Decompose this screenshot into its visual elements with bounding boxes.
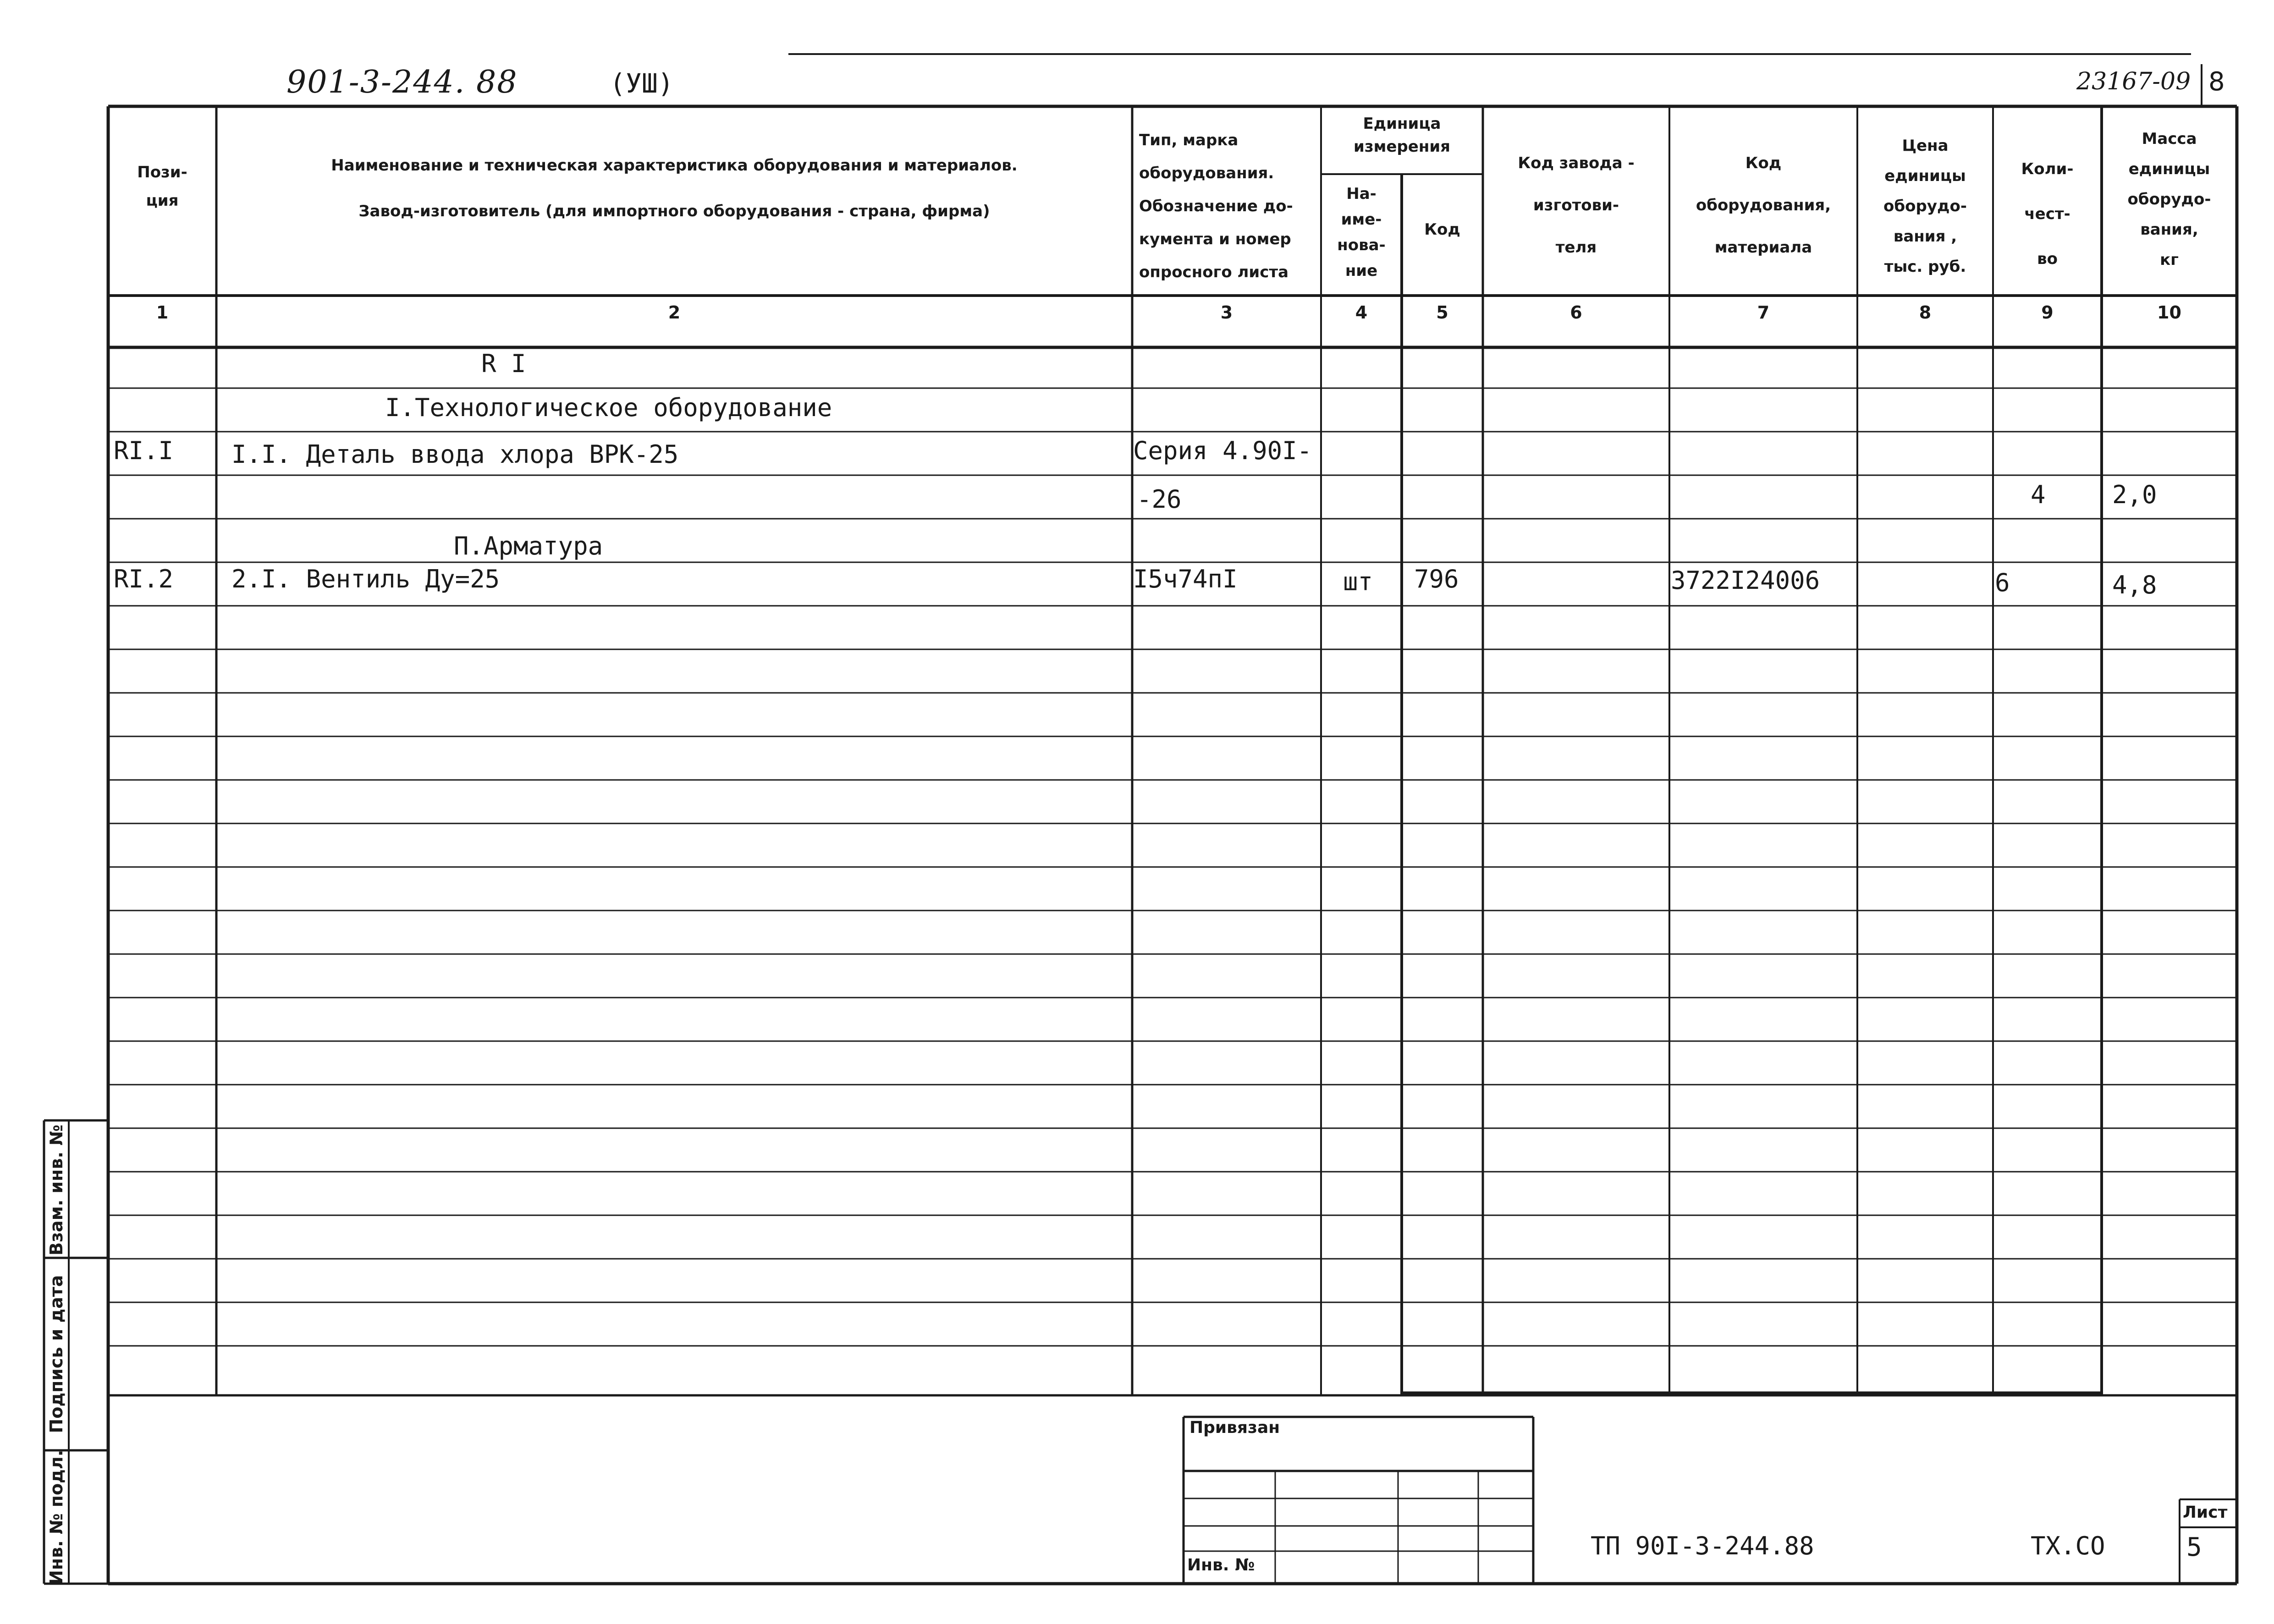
corner-page-number: 8 (2208, 67, 2225, 97)
header-name-line1: Наименование и техническая характеристика оборудования и материалов. (331, 156, 1018, 175)
column-number: 7 (1757, 302, 1770, 323)
column-number: 8 (1919, 302, 1932, 323)
header-position: Пози- ция (137, 163, 187, 210)
header-factory-code: Код завода - изготови- теля (1518, 154, 1635, 257)
inv-number-label: Инв. № (1187, 1556, 1255, 1575)
sheet-label: Лист (2183, 1503, 2228, 1522)
table-row-name: I.I. Деталь ввода хлора ВРК-25 (231, 440, 679, 469)
column-number: 9 (2041, 302, 2054, 323)
header-unit-code: Код (1424, 220, 1460, 239)
header-unit-name: На- име- нова- ние (1337, 185, 1386, 280)
stamp-inv-original: Инв. № подл. (46, 1449, 66, 1585)
column-number: 2 (668, 302, 681, 323)
stamp-inv-replace: Взам. инв. № (46, 1125, 66, 1256)
column-number: 5 (1436, 302, 1448, 323)
table-row-unit: шт (1343, 567, 1373, 596)
stamp-sign-date: Подпись и дата (46, 1275, 66, 1433)
volume-label: (УШ) (610, 68, 674, 99)
header-name-line2: Завод-изготовитель (для импортного оборудования - страна, фирма) (358, 202, 990, 220)
table-row-position: RI.I (114, 436, 174, 465)
column-number: 3 (1220, 302, 1233, 323)
table-row-position: RI.2 (114, 565, 174, 593)
header-type: Тип, марка оборудования. Обозначение до- кумента и номер опросного листа (1139, 131, 1293, 281)
table-row-equipment-code: 3722I24006 (1671, 566, 1820, 595)
group-title: I.Технологическое оборудование (385, 393, 832, 422)
table-row-type-continued: -26 (1137, 485, 1182, 514)
group-title: П.Арматура (454, 532, 603, 560)
linked-label: Привязан (1189, 1418, 1280, 1437)
inventory-code: 23167-09 (2076, 68, 2191, 95)
header-price: Цена единицы оборудо- вания , тыс. руб. (1883, 137, 1967, 276)
sheet-number: 5 (2186, 1532, 2202, 1562)
column-number: 6 (1570, 302, 1582, 323)
table-row-type: I5ч74пI (1133, 565, 1238, 593)
table-row-unit-code: 796 (1414, 565, 1459, 593)
header-mass: Масса единицы оборудо- вания, кг (2127, 130, 2211, 269)
header-quantity: Коли- чест- во (2021, 160, 2074, 268)
table-row-mass: 4,8 (2112, 571, 2157, 599)
document-number: ТП 90I-3-244.88 (1591, 1531, 1814, 1560)
table-row-quantity: 4 (2031, 480, 2046, 509)
table-row-quantity: 6 (1995, 568, 2010, 597)
column-number: 10 (2157, 302, 2181, 323)
column-number: 1 (156, 302, 169, 323)
table-row-name: 2.I. Вентиль Ду=25 (231, 565, 500, 593)
section-code: ТХ.СО (2031, 1531, 2105, 1560)
section-title: R I (481, 349, 526, 378)
document-code: 901-3-244. 88 (286, 64, 518, 100)
header-equipment-code: Код оборудования, материала (1696, 154, 1831, 257)
table-row-mass: 2,0 (2112, 480, 2157, 509)
table-row-type: Серия 4.90I- (1133, 436, 1312, 465)
header-unit: Единица измерения (1354, 115, 1450, 156)
column-number: 4 (1355, 302, 1368, 323)
